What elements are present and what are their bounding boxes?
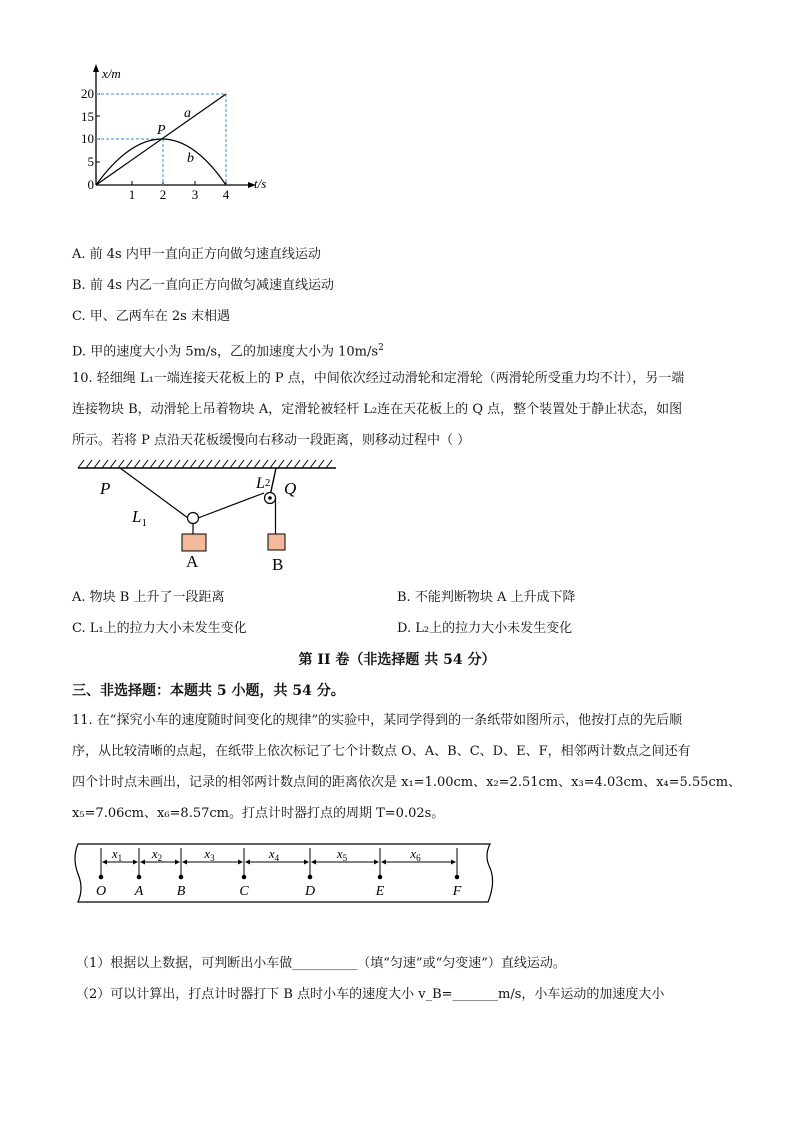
q9-option-d-text: D. 甲的速度大小为 5m/s，乙的加速度大小为 10m/s — [72, 344, 379, 360]
q10-option-c: C. L₁上的拉力大小未发生变化 — [72, 621, 247, 636]
q9-option-b: B. 前 4s 内乙一直向正方向做匀减速直线运动 — [72, 278, 335, 293]
section3-title: 三、非选择题：本题共 5 小题，共 54 分。 — [72, 683, 345, 699]
xtick-3: 3 — [191, 187, 199, 202]
q10-line2: 连接物块 B，动滑轮上吊着物块 A，定滑轮被轻杆 L₂连在天花板上的 Q 点，整个装置处于静止状态，如图 — [72, 402, 683, 417]
tape-x-label-5: $x_5$ — [336, 846, 348, 863]
ytick-15: 15 — [81, 109, 94, 124]
tape-point-O: O — [95, 884, 107, 899]
paper-tape — [72, 838, 497, 908]
tape-point-B: B — [176, 884, 186, 899]
curve-b-label: b — [187, 151, 194, 166]
q11-line3: 四个计时点未画出，记录的相邻两计数点间的距离依次是 x₁=1.00cm、x₂=2.51cm、x₃=4.03cm、x₄=5.55cm、 — [72, 775, 742, 790]
tape-x-label-1: $x_1$ — [111, 846, 123, 863]
label-q: Q — [284, 479, 297, 498]
xt-graph — [80, 60, 290, 205]
q11-line2: 序，从比较清晰的点起，在纸带上依次标记了七个计数点 O、A、B、C、D、E、F，相邻两计数点之间还有 — [72, 744, 691, 759]
y-axis-arrow — [93, 64, 99, 72]
block-b — [268, 534, 285, 550]
point-p-label: P — [157, 123, 166, 138]
q9-option-d — [72, 339, 384, 361]
y-label: x/m — [102, 66, 121, 81]
q9-option-a: A. 前 4s 内甲一直向正方向做匀速直线运动 — [72, 247, 321, 262]
xtick-4: 4 — [222, 187, 230, 202]
moving-pulley — [188, 513, 199, 524]
pulley-figure — [74, 458, 344, 576]
rope-l1-left — [120, 468, 188, 518]
tape-point-F: F — [452, 884, 462, 899]
tape-x-label-2: $x_2$ — [151, 846, 163, 863]
ceiling-hatch — [78, 460, 332, 468]
label-l1-main: L — [132, 507, 142, 526]
tape-x-label-3: $x_3$ — [204, 846, 215, 863]
label-l2-main: L — [256, 475, 265, 492]
ytick-10: 10 — [81, 131, 94, 146]
tape-point-A: A — [134, 884, 144, 899]
curve-b — [96, 139, 226, 185]
rod-l2 — [270, 468, 276, 496]
label-l1 — [131, 507, 147, 529]
xtick-1: 1 — [128, 187, 136, 202]
label-l1-sub: 1 — [141, 517, 147, 529]
tape-x-sub-2: 2 — [157, 853, 163, 863]
q9-option-c: C. 甲、乙两车在 2s 末相遇 — [72, 309, 230, 324]
tape-dot-B — [179, 875, 184, 880]
x-label: t/s — [254, 176, 267, 191]
q9-option-d-sup: 2 — [378, 343, 384, 353]
q10-option-d: D. L₂上的拉力大小未发生变化 — [397, 621, 573, 636]
tape-point-D: D — [304, 884, 316, 899]
tape-x-label-4: $x_4$ — [268, 846, 280, 863]
tape-x-sub-6: 6 — [416, 853, 421, 863]
tape-dot-F — [455, 875, 460, 880]
part2-title: 第 II 卷（非选择题 共 54 分） — [298, 652, 496, 668]
tape-dot-A — [137, 875, 142, 880]
ytick-5: 5 — [87, 154, 94, 169]
tape-x-sub-1: 1 — [117, 853, 123, 863]
q11-line4: x₅=7.06cm、x₆=8.57cm。打点计时器打点的周期 T=0.02s。 — [72, 806, 445, 821]
tape-dot-D — [308, 875, 313, 880]
label-a: A — [186, 552, 199, 571]
q10-option-a: A. 物块 B 上升了一段距离 — [72, 590, 225, 605]
ytick-0: 0 — [87, 177, 94, 192]
tape-x-label-6: $x_6$ — [410, 846, 421, 863]
label-p: P — [100, 479, 111, 498]
tape-x-sub-3: 3 — [210, 853, 215, 863]
q10-line1: 10. 轻细绳 L₁一端连接天花板上的 P 点，中间依次经过动滑轮和定滑轮（两滑轮所受重力均不计），另一端 — [72, 371, 685, 386]
label-b: B — [272, 555, 284, 574]
block-a — [182, 534, 206, 551]
tape-point-C: C — [239, 884, 249, 899]
tape-dot-C — [242, 875, 247, 880]
tape-x-sub-5: 5 — [342, 853, 348, 863]
tape-x-sub-4: 4 — [274, 853, 280, 863]
q11-sub1: （1）根据以上数据，可判断出小车做__________（填“匀速”或“匀变速”）直线运动。 — [76, 956, 566, 971]
q11-line1: 11. 在“探究小车的速度随时间变化的规律”的实验中，某同学得到的一条纸带如图所示，他按打点的先后顺 — [72, 713, 683, 728]
q11-sub2: （2）可以计算出，打点计时器打下 B 点时小车的速度大小 v_B=_______m/s，小车运动的加速度大小 — [76, 987, 665, 1002]
line-a-label: a — [184, 106, 191, 121]
label-l2 — [255, 475, 270, 492]
xtick-2: 2 — [159, 187, 167, 202]
label-l2-sub: 2 — [264, 477, 271, 489]
tape-point-E: E — [375, 884, 385, 899]
rope-l1-right — [198, 493, 264, 518]
tape-dot-O — [99, 875, 104, 880]
ytick-20: 20 — [81, 86, 94, 101]
q10-option-b: B. 不能判断物块 A 上升成下降 — [397, 590, 576, 605]
q10-line3: 所示。若将 P 点沿天花板缓慢向右移动一段距离，则移动过程中（ ） — [72, 433, 471, 448]
tape-dot-E — [378, 875, 383, 880]
